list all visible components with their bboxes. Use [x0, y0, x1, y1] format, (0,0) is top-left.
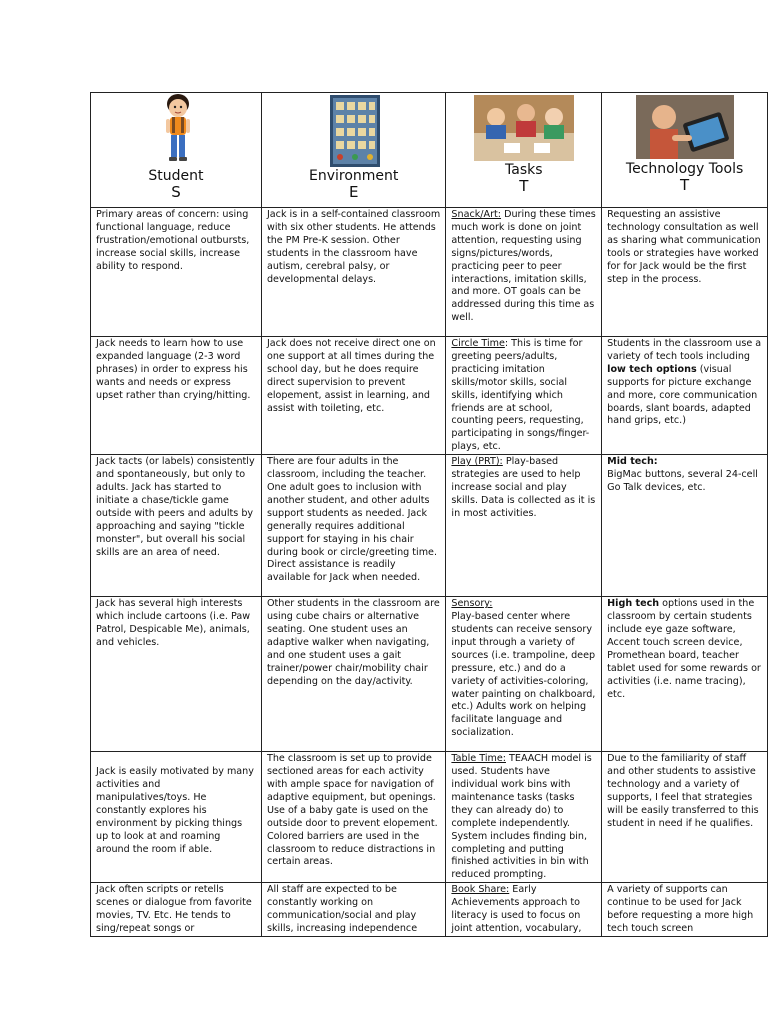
environment-cell: All staff are expected to be constantly working on communication/social and play skills, increasing independence — [261, 883, 445, 937]
task-text: Play-based center where students can receive sensory input through a variety of sources (i.e. trampoline, deep pressure, etc.) and do a variety of activities-coloring, water painting on chalkboard, etc.) Adults work on helping facilitate language and socialization. — [451, 611, 596, 739]
tasks-cell — [446, 597, 602, 752]
task-text: : This is time for greeting peers/adults, practicing imitation skills/motor skills, social skills, identifying which friends are at school, counting peers, requesting, participating in songs/finger-plays, etc. — [451, 338, 590, 453]
table-row — [91, 208, 768, 337]
tools-text: BigMac buttons, several 24-cell Go Talk devices, etc. — [607, 469, 758, 493]
tools-bold: Mid tech: — [607, 456, 658, 468]
header-tasks-letter: T — [519, 177, 529, 195]
tools-bold: low tech options — [607, 363, 697, 375]
task-text: TEAACH model is used. Students have individual work bins with maintenance tasks (tasks they can already do) to complete independently. System includes finding bin, completing and putting finished activities in bin with reduced prompting. — [451, 753, 592, 881]
student-cell: Jack needs to learn how to use expanded language (2-3 word phrases) in order to express his wants and needs or express upset rather than crying/hitting. — [91, 337, 262, 455]
tasks-students-image — [474, 95, 574, 161]
table-row — [91, 597, 768, 752]
tools-text-pre: Students in the classroom use a variety of tech tools including — [607, 338, 762, 362]
header-tasks-title: Tasks — [505, 162, 543, 178]
tasks-cell — [446, 208, 602, 337]
tools-cell — [602, 337, 768, 455]
header-environment — [261, 93, 445, 208]
sett-framework-table — [90, 92, 768, 937]
student-cell: Jack has several high interests which include cartoons (i.e. Paw Patrol, Despicable Me), animals, and vehicles. — [91, 597, 262, 752]
header-environment-letter: E — [348, 183, 359, 201]
tasks-cell — [446, 337, 602, 455]
task-text: Early Achievements approach to literacy is used to focus on joint attention, vocabulary, — [451, 884, 582, 934]
tools-cell: Due to the familiarity of staff and other students to assistive technology and a variety of supports, I feel that strategies will be easily transferred to this student in need if he qualifies. — [602, 752, 768, 883]
task-label: Circle Time — [451, 338, 505, 349]
header-environment-title: Environment — [308, 168, 399, 184]
table-row — [91, 337, 768, 455]
task-label: Table Time: — [451, 753, 506, 765]
environment-cell: The classroom is set up to provide sectioned areas for each activity with ample space for navigation of adaptive equipment, but openings. Use of a baby gate is used on the outside door to prevent elopement. Colored barriers are used in the classroom to reduce distractions in certain areas. — [261, 752, 445, 883]
header-tasks — [446, 93, 602, 208]
tools-text: (visual supports for picture exchange and more, core communication boards, slant boards, adapted hand grips, etc.) — [607, 363, 758, 427]
environment-cell: Jack is in a self-contained classroom with six other students. He attends the PM Pre-K session. Other students in the classroom have autism, cerebral palsy, or developmental delays. — [261, 208, 445, 337]
environment-cell: There are four adults in the classroom, including the teacher. One adult goes to inclusion with another student, and other adults support students as needed. Jack generally requires additional support for staying in his chair during book or circle/greeting time. Direct assistance is readily available for Jack when needed. — [261, 455, 445, 597]
student-cell: Jack often scripts or retells scenes or dialogue from favorite movies, TV. Etc. He tends to sing/repeat songs or — [91, 883, 262, 937]
environment-cell: Jack does not receive direct one on one support at all times during the school day, but he does require direct supervision to prevent elopement, assist in learning, and assist with toileting, etc. — [261, 337, 445, 455]
header-tools-title: Technology Tools — [625, 161, 744, 177]
tools-cell — [602, 597, 768, 752]
student-text: Jack is easily motivated by many activities and manipulatives/toys. He constantly explores his environment by picking things up to look at and roaming around the room if able. — [96, 766, 254, 855]
tools-cell: Requesting an assistive technology consultation as well as sharing what communication tools or strategies have worked for for Jack would be the first step in the process. — [602, 208, 768, 337]
student-cell: Primary areas of concern: using functional language, reduce frustration/emotional outbursts, increase social skills, increase ability to respond. — [91, 208, 262, 337]
environment-classroom-image — [330, 95, 380, 167]
tools-bold: High tech — [607, 598, 660, 610]
task-label: Play (PRT): — [451, 456, 503, 468]
student-cell: Jack tacts (or labels) consistently and spontaneously, but only to adults. Jack has started to initiate a chase/tickle game outside with peers and adults by approaching and saying "tickle monster", but overall his social skills are an area of need. — [91, 455, 262, 597]
task-label: Sensory: — [451, 598, 493, 610]
tasks-cell — [446, 455, 602, 597]
student-boy-image — [161, 93, 195, 165]
tasks-cell — [446, 883, 602, 937]
tools-text: options used in the classroom by certain students include eye gaze software, Accent touch screen device, Promethean board, teacher tablet used for some rewards or activities (i.e. name tracing), etc. — [607, 598, 761, 700]
tools-cell — [602, 455, 768, 597]
header-tools-letter: T — [679, 176, 690, 194]
table-row — [91, 752, 768, 883]
header-student-letter: S — [171, 183, 181, 201]
tools-cell: A variety of supports can continue to be used for Jack before requesting a more high tech touch screen — [602, 883, 768, 937]
header-tools — [602, 93, 768, 208]
task-label: Snack/Art: — [451, 209, 502, 220]
task-text: Play-based strategies are used to help increase social and play skills. Data is collected as it is in most activities. — [451, 456, 596, 519]
tools-tablet-image — [636, 95, 734, 159]
header-student-title: Student — [148, 168, 204, 184]
tasks-cell — [446, 752, 602, 883]
header-row — [91, 93, 768, 208]
table-row — [91, 883, 768, 937]
task-label: Book Share: — [451, 884, 510, 896]
task-text: During these times much work is done on joint attention, requesting using signs/pictures/words, practicing peer to peer interactions, imitation skills, and more. OT goals can be addressed during this time as well. — [451, 209, 596, 324]
table-row — [91, 455, 768, 597]
student-cell — [91, 752, 262, 883]
environment-cell: Other students in the classroom are using cube chairs or alternative seating. One student uses an adaptive walker when navigating, and one student uses a gait trainer/power chair/mobility chair depending on the day/activity. — [261, 597, 445, 752]
header-student — [91, 93, 262, 208]
